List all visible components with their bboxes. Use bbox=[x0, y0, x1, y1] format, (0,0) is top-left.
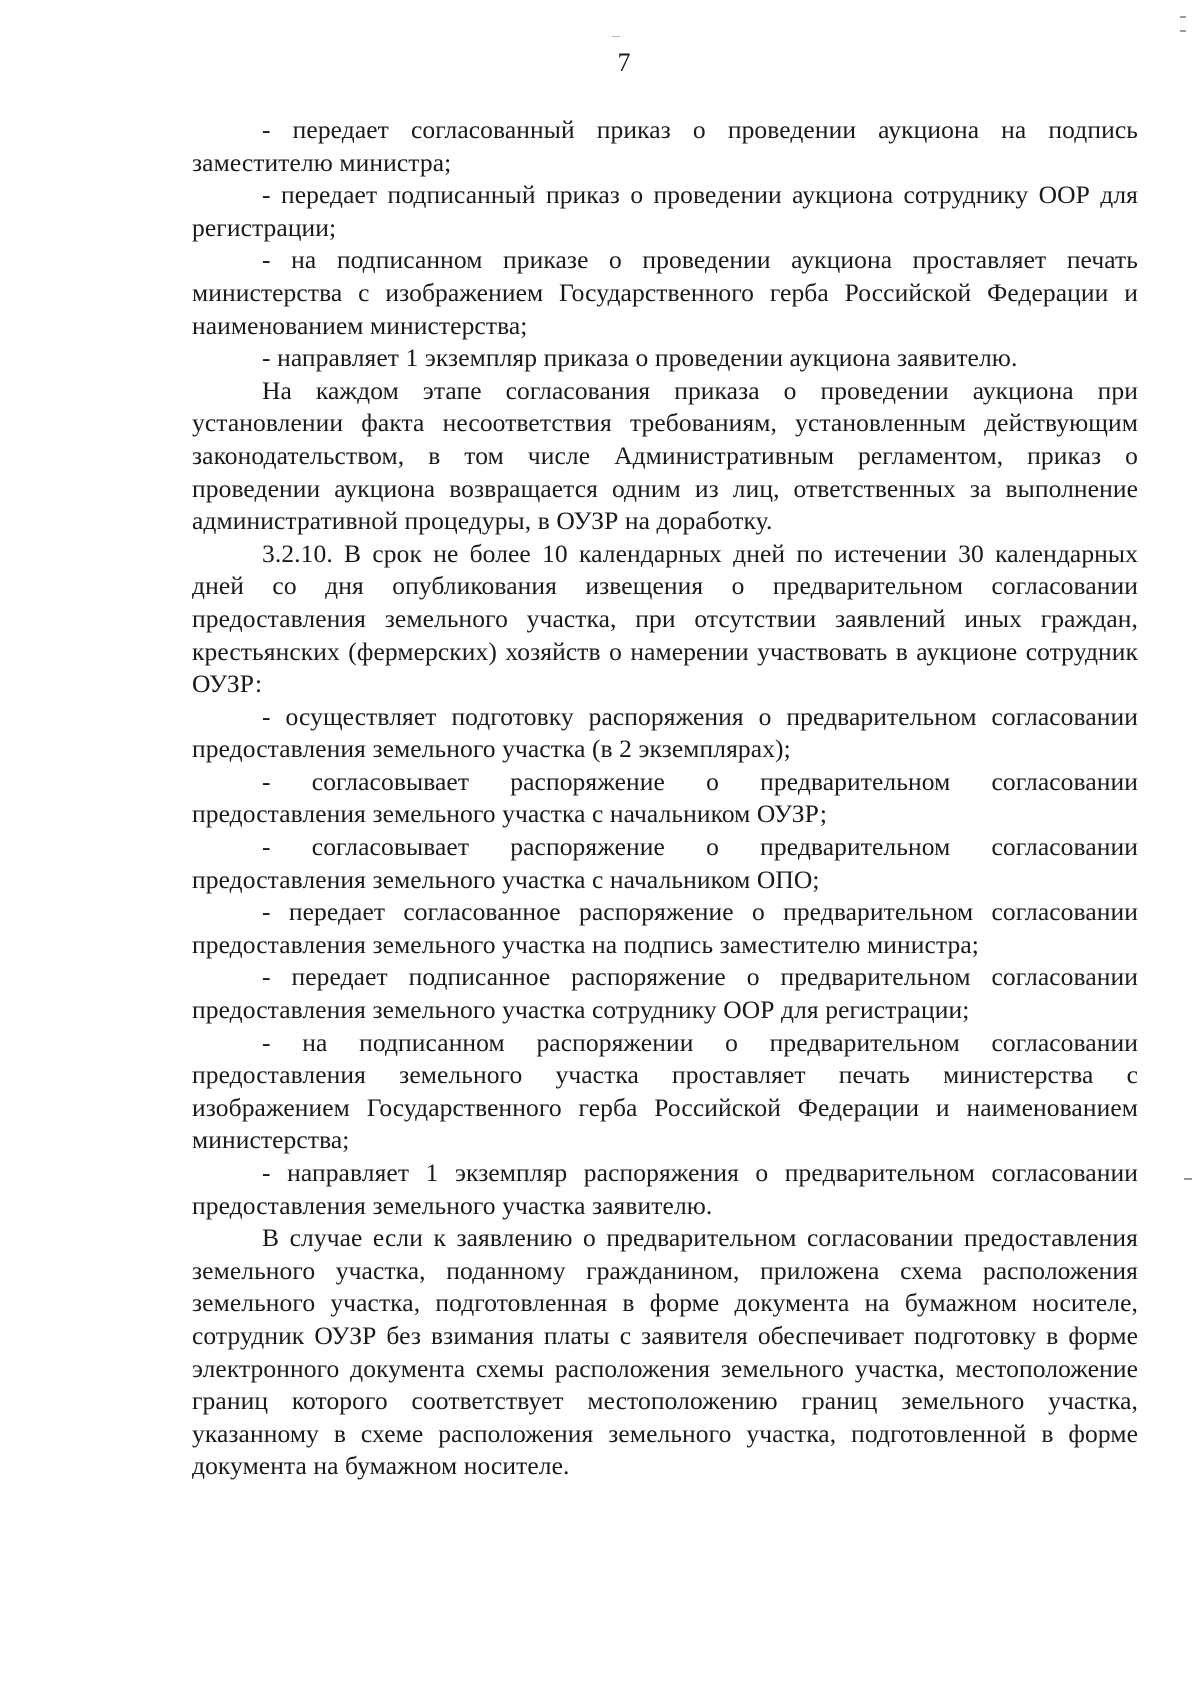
paragraph-forward-signed-order-to-deputy: - передает согласованный приказ о проведении аукциона на подпись заместителю министра; bbox=[192, 115, 1138, 177]
paragraph-stamp-directive: - на подписанном распоряжении о предварительном согласовании предоставления земельного участка проставляет печать министерства с изображением Государственного герба Российской Федерации и наименованием министерства; bbox=[192, 1027, 1138, 1155]
paragraph-send-directive-to-applicant: - направляет 1 экземпляр распоряжения о предварительном согласовании предоставления земельного участка заявителю. bbox=[192, 1158, 1138, 1220]
paragraph-electronic-scheme: В случае если к заявлению о предварительном согласовании предоставления земельного участка, поданному гражданином, приложена схема расположения земельного участка, подготовленная в форме документа на бумажном носителе, сотрудник ОУЗР без взимания платы с заявителя обеспечивает подготовку в форме электронного документа схемы расположения земельного участка, местоположение границ которого соответствует местоположению границ земельного участка, указанному в схеме расположения земельного участка, подготовленной в форме документа на бумажном носителе. bbox=[192, 1223, 1138, 1481]
scan-artifact bbox=[612, 36, 620, 37]
paragraph-forward-directive-to-deputy: - передает согласованное распоряжение о предварительном согласовании предоставления земельного участка на подпись заместителю министра; bbox=[192, 897, 1138, 959]
paragraph-approval-stage-return: На каждом этапе согласования приказа о проведении аукциона при установлении факта несоответствия требованиям, установленным действующим законодательством, в том числе Административным регламентом, приказ о проведении аукциона возвращается одним из лиц, ответственных за выполнение административной процедуры, в ОУЗР на доработку. bbox=[192, 375, 1138, 536]
paragraph-stamp-order: - на подписанном приказе о проведении аукциона проставляет печать министерства с изображением Государственного герба Российской Федерации и наименованием министерства; bbox=[192, 245, 1138, 340]
paragraph-forward-order-for-registration: - передает подписанный приказ о проведении аукциона сотруднику ООР для регистрации; bbox=[192, 180, 1138, 242]
paragraph-agree-with-opo-head: - согласовывает распоряжение о предварительном согласовании предоставления земельного участка с начальником ОПО; bbox=[192, 832, 1138, 894]
paragraph-send-order-to-applicant: - направляет 1 экземпляр приказа о проведении аукциона заявителю. bbox=[262, 343, 1018, 373]
paragraph-agree-with-ouzr-head: - согласовывает распоряжение о предварительном согласовании предоставления земельного участка с начальником ОУЗР; bbox=[192, 766, 1138, 829]
document-body bbox=[192, 114, 1138, 1483]
paragraph-forward-directive-for-registration: - передает подписанное распоряжение о предварительном согласовании предоставления земельного участка сотруднику ООР для регистрации; bbox=[192, 962, 1138, 1025]
paragraph-prepare-directive: - осуществляет подготовку распоряжения о предварительном согласовании предоставления земельного участка (в 2 экземплярах); bbox=[192, 701, 1138, 764]
scan-artifact bbox=[1180, 30, 1186, 32]
page-number: 7 bbox=[617, 48, 631, 77]
scan-artifact bbox=[1184, 1178, 1192, 1180]
paragraph-section-3-2-10: 3.2.10. В срок не более 10 календарных дней по истечении 30 календарных дней со дня опубликования извещения о предварительном согласовании предоставления земельного участка, при отсутствии заявлений иных граждан, крестьянских (фермерских) хозяйств о намерении участвовать в аукционе сотрудник ОУЗР: bbox=[192, 538, 1138, 699]
scan-artifact bbox=[1180, 16, 1186, 18]
